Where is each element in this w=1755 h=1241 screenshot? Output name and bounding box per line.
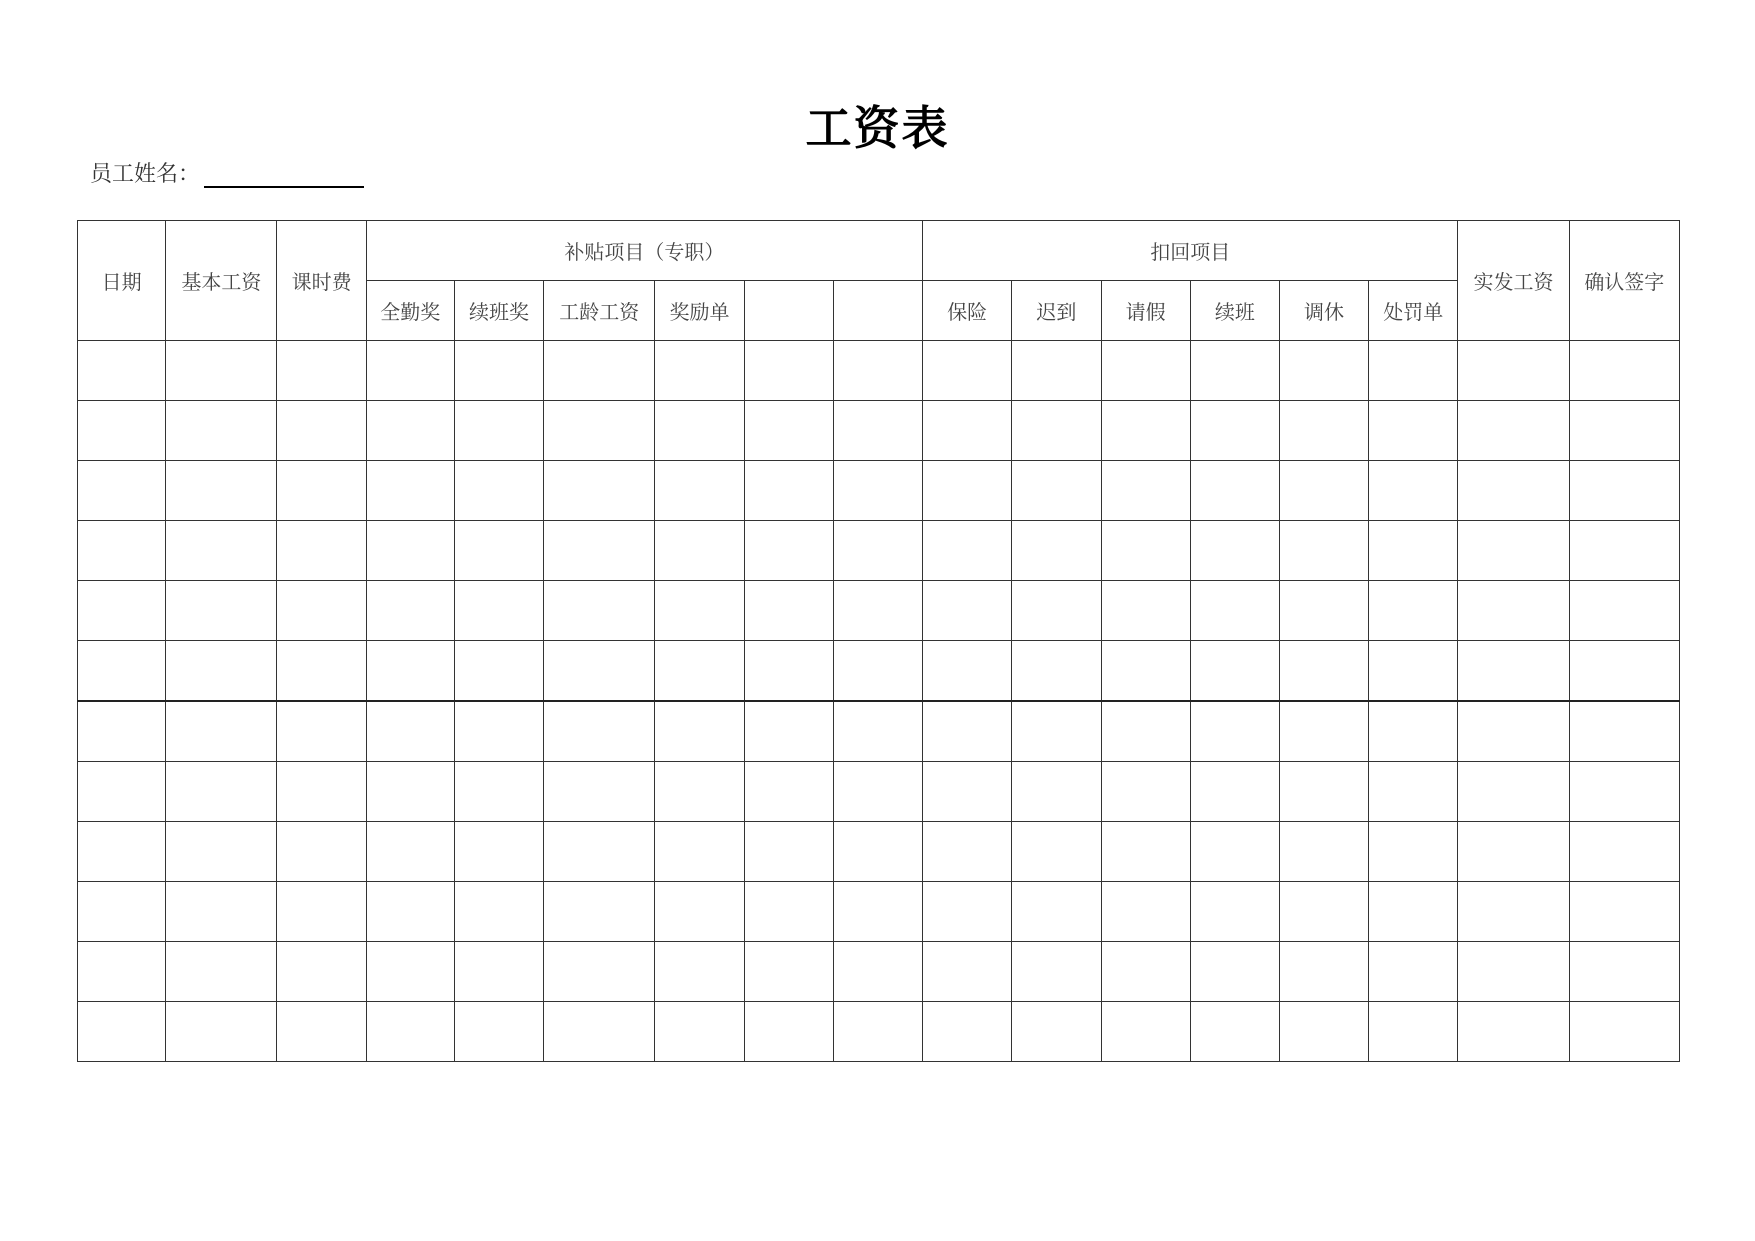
table-cell[interactable] [544, 521, 655, 581]
table-cell[interactable] [1279, 641, 1368, 702]
table-cell[interactable] [166, 581, 277, 641]
table-cell[interactable] [833, 341, 922, 401]
table-cell[interactable] [1569, 701, 1679, 762]
table-cell[interactable] [655, 762, 744, 822]
table-cell[interactable] [454, 1002, 543, 1062]
table-cell[interactable] [1101, 882, 1190, 942]
table-cell[interactable] [366, 701, 454, 762]
table-cell[interactable] [1101, 701, 1190, 762]
table-cell[interactable] [277, 942, 366, 1002]
table-cell[interactable] [366, 762, 454, 822]
table-cell[interactable] [1369, 341, 1458, 401]
table-cell[interactable] [454, 882, 543, 942]
table-cell[interactable] [1369, 701, 1458, 762]
header-base-salary: 基本工资 [166, 221, 277, 341]
table-cell[interactable] [1279, 401, 1368, 461]
table-cell[interactable] [166, 461, 277, 521]
table-cell[interactable] [277, 401, 366, 461]
table-cell[interactable] [1369, 581, 1458, 641]
table-cell[interactable] [544, 1002, 655, 1062]
table-cell[interactable] [744, 521, 833, 581]
header-deduction-item: 续班 [1190, 281, 1279, 341]
table-cell[interactable] [744, 942, 833, 1002]
table-cell[interactable] [78, 341, 166, 401]
table-cell[interactable] [1279, 762, 1368, 822]
table-row [78, 1002, 1680, 1062]
table-cell[interactable] [744, 822, 833, 882]
table-cell[interactable] [366, 942, 454, 1002]
table-cell[interactable] [166, 701, 277, 762]
table-row [78, 341, 1680, 401]
header-deduction-item: 调休 [1279, 281, 1368, 341]
table-cell[interactable] [1190, 521, 1279, 581]
table-cell[interactable] [1458, 942, 1569, 1002]
header-allowance-item: 奖励单 [655, 281, 744, 341]
table-cell[interactable] [454, 822, 543, 882]
table-cell[interactable] [923, 521, 1012, 581]
table-cell[interactable] [454, 341, 543, 401]
table-cell[interactable] [166, 1002, 277, 1062]
table-row [78, 822, 1680, 882]
table-cell[interactable] [544, 762, 655, 822]
table-cell[interactable] [744, 401, 833, 461]
table-cell[interactable] [1458, 401, 1569, 461]
table-cell[interactable] [166, 641, 277, 702]
table-cell[interactable] [1012, 822, 1101, 882]
table-cell[interactable] [1190, 641, 1279, 702]
table-cell[interactable] [166, 942, 277, 1002]
table-cell[interactable] [1569, 822, 1679, 882]
table-cell[interactable] [366, 401, 454, 461]
table-cell[interactable] [544, 341, 655, 401]
table-cell[interactable] [744, 581, 833, 641]
table-cell[interactable] [366, 521, 454, 581]
table-cell[interactable] [1279, 341, 1368, 401]
table-cell[interactable] [277, 882, 366, 942]
table-cell[interactable] [1458, 1002, 1569, 1062]
table-cell[interactable] [923, 641, 1012, 702]
table-cell[interactable] [78, 942, 166, 1002]
table-cell[interactable] [277, 341, 366, 401]
table-cell[interactable] [277, 461, 366, 521]
table-cell[interactable] [1569, 581, 1679, 641]
table-cell[interactable] [78, 701, 166, 762]
table-cell[interactable] [544, 461, 655, 521]
table-cell[interactable] [1101, 1002, 1190, 1062]
table-cell[interactable] [1101, 822, 1190, 882]
table-cell[interactable] [744, 882, 833, 942]
table-cell[interactable] [655, 822, 744, 882]
table-cell[interactable] [655, 882, 744, 942]
table-cell[interactable] [277, 521, 366, 581]
table-row [78, 461, 1680, 521]
table-cell[interactable] [1569, 341, 1679, 401]
table-cell[interactable] [1012, 701, 1101, 762]
table-cell[interactable] [1458, 521, 1569, 581]
table-cell[interactable] [366, 822, 454, 882]
table-cell[interactable] [78, 401, 166, 461]
table-cell[interactable] [1101, 942, 1190, 1002]
table-cell[interactable] [1569, 641, 1679, 702]
table-cell[interactable] [744, 341, 833, 401]
table-cell[interactable] [366, 341, 454, 401]
header-allowance-item: 全勤奖 [366, 281, 454, 341]
table-cell[interactable] [1012, 641, 1101, 702]
table-cell[interactable] [833, 942, 922, 1002]
salary-table [77, 220, 1680, 1062]
table-cell[interactable] [1369, 641, 1458, 702]
table-cell[interactable] [744, 461, 833, 521]
employee-name-blank[interactable] [204, 164, 364, 188]
table-cell[interactable] [544, 581, 655, 641]
table-cell[interactable] [923, 762, 1012, 822]
table-cell[interactable] [1101, 401, 1190, 461]
table-cell[interactable] [1279, 942, 1368, 1002]
table-cell[interactable] [544, 701, 655, 762]
table-cell[interactable] [1279, 521, 1368, 581]
table-cell[interactable] [923, 1002, 1012, 1062]
table-cell[interactable] [1458, 341, 1569, 401]
table-cell[interactable] [1458, 461, 1569, 521]
table-cell[interactable] [1190, 401, 1279, 461]
table-row [78, 942, 1680, 1002]
table-cell[interactable] [277, 822, 366, 882]
table-cell[interactable] [1101, 341, 1190, 401]
table-row [78, 641, 1680, 702]
table-cell[interactable] [544, 942, 655, 1002]
table-cell[interactable] [1012, 762, 1101, 822]
table-cell[interactable] [833, 581, 922, 641]
table-cell[interactable] [1101, 762, 1190, 822]
table-cell[interactable] [277, 581, 366, 641]
table-cell[interactable] [78, 641, 166, 702]
table-cell[interactable] [655, 521, 744, 581]
table-cell[interactable] [454, 762, 543, 822]
table-cell[interactable] [1012, 341, 1101, 401]
table-cell[interactable] [166, 341, 277, 401]
table-cell[interactable] [833, 701, 922, 762]
header-allowance-item [744, 281, 833, 341]
table-cell[interactable] [1569, 401, 1679, 461]
table-cell[interactable] [1369, 1002, 1458, 1062]
table-cell[interactable] [655, 581, 744, 641]
header-row-1 [78, 221, 1680, 281]
table-cell[interactable] [277, 701, 366, 762]
header-allowance-group: 补贴项目（专职） [366, 221, 922, 281]
table-cell[interactable] [454, 701, 543, 762]
table-cell[interactable] [1569, 461, 1679, 521]
table-cell[interactable] [454, 401, 543, 461]
table-cell[interactable] [1279, 701, 1368, 762]
table-cell[interactable] [78, 822, 166, 882]
table-cell[interactable] [78, 882, 166, 942]
table-cell[interactable] [1190, 942, 1279, 1002]
table-cell[interactable] [1369, 401, 1458, 461]
table-cell[interactable] [1190, 581, 1279, 641]
table-cell[interactable] [1369, 461, 1458, 521]
header-date: 日期 [78, 221, 166, 341]
table-cell[interactable] [277, 762, 366, 822]
table-cell[interactable] [1012, 1002, 1101, 1062]
table-cell[interactable] [923, 822, 1012, 882]
table-cell[interactable] [1190, 822, 1279, 882]
header-deduction-item: 保险 [923, 281, 1012, 341]
table-cell[interactable] [277, 641, 366, 702]
header-allowance-item [833, 281, 922, 341]
table-cell[interactable] [78, 581, 166, 641]
table-cell[interactable] [655, 701, 744, 762]
table-cell[interactable] [744, 701, 833, 762]
table-cell[interactable] [366, 581, 454, 641]
table-cell[interactable] [744, 1002, 833, 1062]
table-cell[interactable] [655, 341, 744, 401]
table-row [78, 521, 1680, 581]
header-class-fee: 课时费 [277, 221, 366, 341]
table-row [78, 701, 1680, 762]
table-cell[interactable] [1012, 461, 1101, 521]
header-net-pay: 实发工资 [1458, 221, 1569, 341]
table-cell[interactable] [1190, 882, 1279, 942]
table-cell[interactable] [1569, 762, 1679, 822]
table-cell[interactable] [1101, 581, 1190, 641]
table-cell[interactable] [923, 701, 1012, 762]
table-cell[interactable] [655, 641, 744, 702]
table-cell[interactable] [166, 521, 277, 581]
table-cell[interactable] [833, 401, 922, 461]
table-cell[interactable] [1190, 461, 1279, 521]
table-cell[interactable] [1569, 882, 1679, 942]
table-cell[interactable] [923, 401, 1012, 461]
table-cell[interactable] [1101, 521, 1190, 581]
table-cell[interactable] [1190, 341, 1279, 401]
header-allowance-item: 工龄工资 [544, 281, 655, 341]
table-cell[interactable] [833, 641, 922, 702]
table-cell[interactable] [1279, 581, 1368, 641]
table-cell[interactable] [1458, 701, 1569, 762]
table-cell[interactable] [544, 641, 655, 702]
table-cell[interactable] [1569, 521, 1679, 581]
table-cell[interactable] [78, 461, 166, 521]
table-cell[interactable] [1458, 641, 1569, 702]
table-cell[interactable] [1012, 521, 1101, 581]
table-cell[interactable] [544, 822, 655, 882]
table-cell[interactable] [833, 822, 922, 882]
table-cell[interactable] [1279, 882, 1368, 942]
table-cell[interactable] [366, 641, 454, 702]
table-cell[interactable] [1569, 1002, 1679, 1062]
table-cell[interactable] [1012, 401, 1101, 461]
table-row [78, 882, 1680, 942]
table-cell[interactable] [454, 942, 543, 1002]
table-cell[interactable] [923, 942, 1012, 1002]
table-cell[interactable] [544, 401, 655, 461]
table-cell[interactable] [454, 641, 543, 702]
table-cell[interactable] [1458, 581, 1569, 641]
table-cell[interactable] [1190, 701, 1279, 762]
header-allowance-item: 续班奖 [454, 281, 543, 341]
table-cell[interactable] [166, 882, 277, 942]
table-row [78, 581, 1680, 641]
table-cell[interactable] [1101, 461, 1190, 521]
table-cell[interactable] [454, 581, 543, 641]
table-cell[interactable] [78, 521, 166, 581]
header-deduction-item: 迟到 [1012, 281, 1101, 341]
table-cell[interactable] [1569, 942, 1679, 1002]
table-cell[interactable] [1369, 521, 1458, 581]
table-cell[interactable] [1458, 882, 1569, 942]
table-cell[interactable] [923, 882, 1012, 942]
table-cell[interactable] [1279, 822, 1368, 882]
table-cell[interactable] [923, 461, 1012, 521]
table-cell[interactable] [1458, 822, 1569, 882]
table-cell[interactable] [1101, 641, 1190, 702]
table-cell[interactable] [655, 401, 744, 461]
table-cell[interactable] [166, 762, 277, 822]
table-row [78, 762, 1680, 822]
header-signature: 确认签字 [1569, 221, 1679, 341]
table-cell[interactable] [1190, 762, 1279, 822]
table-cell[interactable] [454, 521, 543, 581]
page-title: 工资表 [805, 101, 950, 155]
table-cell[interactable] [655, 942, 744, 1002]
table-cell[interactable] [277, 1002, 366, 1062]
table-cell[interactable] [833, 1002, 922, 1062]
employee-name-field [90, 157, 364, 188]
employee-name-label: 员工姓名： [90, 162, 201, 187]
table-cell[interactable] [78, 762, 166, 822]
table-cell[interactable] [1458, 762, 1569, 822]
table-cell[interactable] [78, 1002, 166, 1062]
table-cell[interactable] [1012, 581, 1101, 641]
table-cell[interactable] [923, 341, 1012, 401]
table-cell[interactable] [1369, 882, 1458, 942]
table-cell[interactable] [1369, 822, 1458, 882]
table-cell[interactable] [166, 401, 277, 461]
table-row [78, 401, 1680, 461]
table-cell[interactable] [655, 1002, 744, 1062]
table-cell[interactable] [744, 641, 833, 702]
table-cell[interactable] [833, 521, 922, 581]
table-cell[interactable] [366, 461, 454, 521]
table-cell[interactable] [1012, 882, 1101, 942]
table-cell[interactable] [655, 461, 744, 521]
table-cell[interactable] [833, 882, 922, 942]
table-cell[interactable] [366, 882, 454, 942]
table-cell[interactable] [544, 882, 655, 942]
table-cell[interactable] [1190, 1002, 1279, 1062]
table-cell[interactable] [833, 461, 922, 521]
header-deduction-group: 扣回项目 [923, 221, 1458, 281]
table-cell[interactable] [833, 762, 922, 822]
header-deduction-item: 请假 [1101, 281, 1190, 341]
table-cell[interactable] [1012, 942, 1101, 1002]
header-deduction-item: 处罚单 [1369, 281, 1458, 341]
table-cell[interactable] [923, 581, 1012, 641]
table-cell[interactable] [1369, 762, 1458, 822]
table-cell[interactable] [1279, 461, 1368, 521]
table-cell[interactable] [366, 1002, 454, 1062]
table-cell[interactable] [1279, 1002, 1368, 1062]
table-cell[interactable] [1369, 942, 1458, 1002]
table-cell[interactable] [166, 822, 277, 882]
table-cell[interactable] [744, 762, 833, 822]
table-cell[interactable] [454, 461, 543, 521]
